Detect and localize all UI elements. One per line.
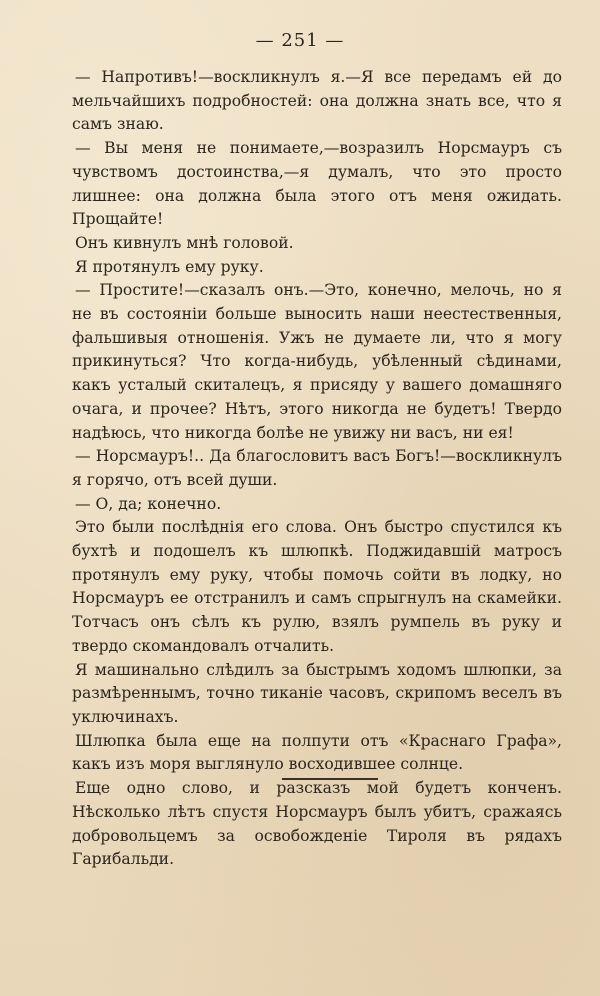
paragraph-5: — Простите!—сказалъ онъ.—Это, конечно, мелочь, но я не въ состояніи больше выносить наши неестественныя, фальшивыя отношенія. Ужъ не думаете ли, что я могу прикинуться? Что когда-нибудь, убѣленный сѣдинами, какъ усталый скиталецъ, я присяду у вашего домашняго очага, и прочее? Нѣтъ, этого никогда не будетъ! Твердо надѣюсь, что никогда болѣе не увижу ни васъ, ни ея! bbox=[72, 281, 562, 442]
text-body bbox=[72, 66, 562, 872]
paragraph-9: Я машинально слѣдилъ за быстрымъ ходомъ шлюпки, за размѣреннымъ, точно тиканіе часовъ, скрипомъ веселъ въ уключинахъ. bbox=[72, 660, 562, 726]
paragraph-1: — Напротивъ!—воскликнулъ я.—Я все передамъ ей до мельчайшихъ подробностей: она должна знать все, что я самъ знаю. bbox=[72, 68, 562, 134]
paragraph-4: Я протянулъ ему руку. bbox=[75, 257, 264, 276]
paragraph-2: — Вы меня не понимаете,—возразилъ Норсмауръ съ чувствомъ достоинства,—я думалъ, что это просто лишнее: она должна была этого отъ меня ожидать. Прощайте! bbox=[72, 139, 562, 229]
paragraph-3: Онъ кивнулъ мнѣ головой. bbox=[75, 233, 294, 252]
paragraph-6: — Норсмауръ!.. Да благословитъ васъ Богъ!—воскликнулъ я горячо, отъ всей души. bbox=[72, 447, 562, 489]
end-rule bbox=[282, 778, 378, 780]
paragraph-7: — О, да; конечно. bbox=[75, 494, 222, 513]
page-number: — 251 — bbox=[255, 30, 345, 51]
paragraph-10: Шлюпка была еще на полпути отъ «Краснаго Графа», какъ изъ моря выглянуло восходившее солнце. bbox=[72, 731, 562, 774]
paragraph-8: Это были послѣднія его слова. Онъ быстро спустился къ бухтѣ и подошелъ къ шлюпкѣ. Поджидавшій матросъ протянулъ ему руку, чтобы помочь сойти въ лодку, но Норсмауръ ее отстранилъ и самъ спрыгнулъ на скамейки. Тотчасъ онъ сѣлъ къ рулю, взялъ румпель въ руку и твердо скомандовалъ отчалить. bbox=[72, 518, 562, 655]
paragraph-11: Еще одно слово, и разсказъ мой будетъ конченъ. Нѣсколько лѣтъ спустя Норсмауръ былъ убитъ, сражаясь добровольцемъ за освобожденіе Тироля въ рядахъ Гарибальди. bbox=[72, 779, 562, 869]
